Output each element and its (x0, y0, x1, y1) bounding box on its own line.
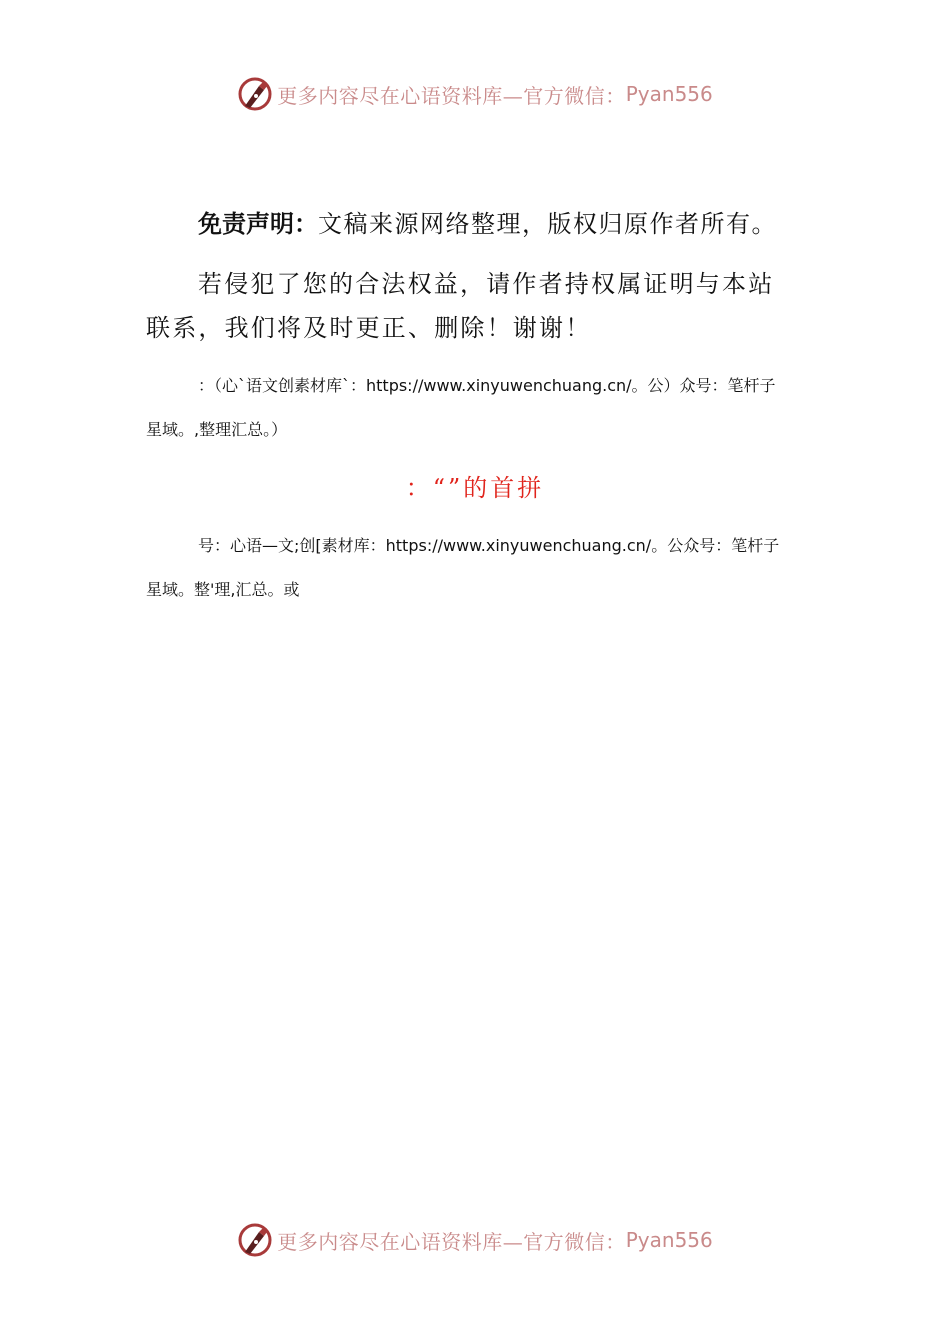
source-note-1: ：（心`语文创素材库`：https://www.xinyuwenchuang.cn/。公）众号：笔杆子星域。,整理汇总。） (146, 376, 776, 439)
header-banner (0, 74, 950, 114)
banner-text: 更多内容尽在心语资料库—官方微信： (277, 83, 626, 108)
footer-banner (0, 1220, 950, 1260)
document-title: ：“”的首拼 (405, 474, 545, 502)
disclaimer-label: 免责声明： (198, 210, 318, 238)
disclaimer-line1 (146, 204, 786, 244)
wechat-id: Pyan556 (625, 82, 713, 106)
pen-nib-logo-icon (237, 76, 273, 112)
banner-text: 更多内容尽在心语资料库—官方微信： (277, 1229, 626, 1254)
wechat-id: Pyan556 (625, 1228, 713, 1252)
disclaimer-text: 文稿来源网络整理，版权归原作者所有。 (318, 210, 777, 238)
source-note-2: 号：心语—文;创[素材库：https://www.xinyuwenchuang.cn/。公众号：笔杆子星域。整'理,汇总。或 (146, 536, 780, 599)
disclaimer-line2: 若侵犯了您的合法权益，请作者持权属证明与本站联系，我们将及时更正、删除！谢谢！ (146, 270, 775, 342)
pen-nib-logo-icon (237, 1222, 273, 1258)
